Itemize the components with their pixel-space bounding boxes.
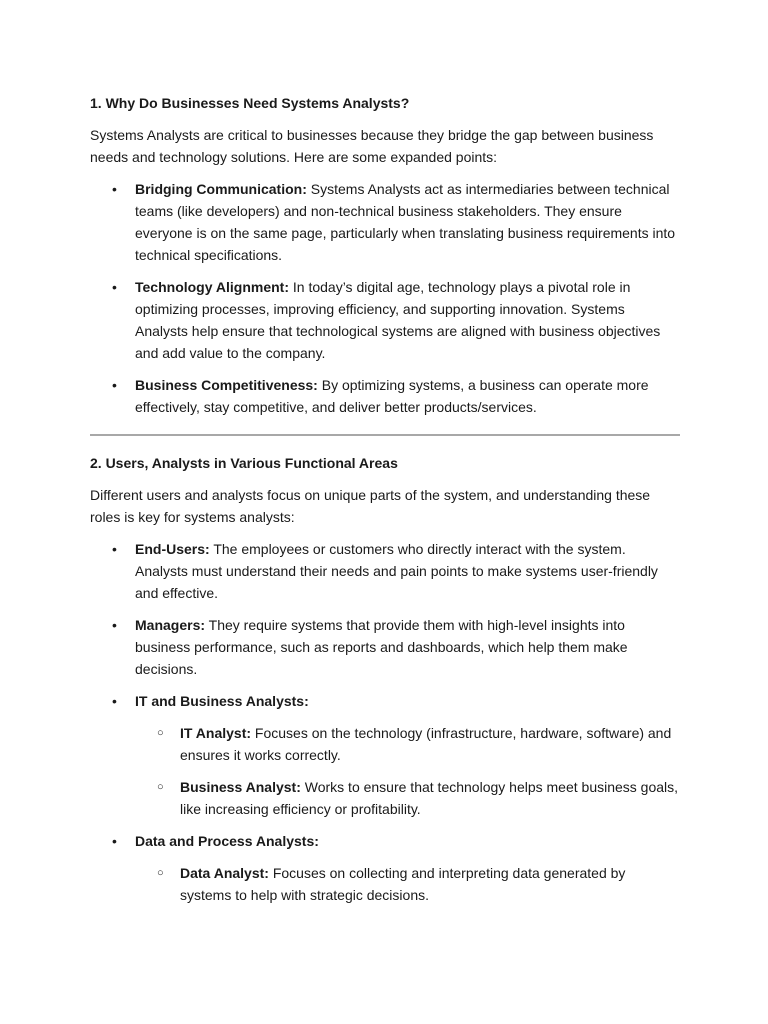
sub-list (135, 862, 680, 906)
section-2-list (90, 538, 680, 906)
circle-bullet-icon: ○ (157, 867, 164, 879)
item-text: Systems Analysts act as intermediaries between technical teams (like developers) and non-technical business stakeholders. They ensure everyone is on the same page, particularly when translating business requirements into technical specifications. (135, 181, 676, 263)
section-1-heading: 1. Why Do Businesses Need Systems Analysts? (90, 95, 410, 111)
bullet-icon: • (112, 617, 117, 633)
item-text: Focuses on the technology (infrastructure, hardware, software) and ensures it works correctly. (180, 725, 672, 763)
bullet-icon: • (112, 377, 117, 393)
item-term: Data Analyst: (180, 865, 269, 881)
document-body (90, 92, 680, 916)
item-term: End-Users: (135, 541, 210, 557)
list-item (90, 690, 680, 820)
item-term: Business Competitiveness: (135, 377, 318, 393)
item-term: Data and Process Analysts: (135, 833, 319, 849)
section-2-heading: 2. Users, Analysts in Various Functional Areas (90, 455, 398, 471)
sub-list-item (135, 862, 680, 906)
item-text: They require systems that provide them with high-level insights into business performance, such as reports and dashboards, which help them make decisions. (135, 617, 628, 677)
bullet-icon: • (112, 279, 117, 295)
item-text: The employees or customers who directly interact with the system. Analysts must understand their needs and pain points to make systems user-friendly and effective. (135, 541, 658, 601)
item-term: IT Analyst: (180, 725, 252, 741)
circle-bullet-icon: ○ (157, 781, 164, 793)
list-item (90, 374, 680, 418)
bullet-icon: • (112, 541, 117, 557)
list-item (90, 614, 680, 680)
section-divider (90, 434, 680, 436)
bullet-icon: • (112, 693, 117, 709)
section-2-intro: Different users and analysts focus on unique parts of the system, and understanding these roles is key for systems analysts: (90, 487, 651, 525)
item-term: Technology Alignment: (135, 279, 289, 295)
list-item (90, 178, 680, 266)
section-1-intro: Systems Analysts are critical to businesses because they bridge the gap between business needs and technology solutions. Here are some expanded points: (90, 127, 654, 165)
list-item (90, 276, 680, 364)
list-item (90, 538, 680, 604)
item-term: IT and Business Analysts: (135, 693, 309, 709)
item-term: Bridging Communication: (135, 181, 307, 197)
section-1-list (90, 178, 680, 418)
sub-list-item (135, 776, 680, 820)
sub-list-item (135, 722, 680, 766)
bullet-icon: • (112, 181, 117, 197)
item-text: Focuses on collecting and interpreting data generated by systems to help with strategic decisions. (180, 865, 626, 903)
item-term: Business Analyst: (180, 779, 301, 795)
bullet-icon: • (112, 833, 117, 849)
item-text: Works to ensure that technology helps meet business goals, like increasing efficiency or profitability. (180, 779, 679, 817)
item-text: In today’s digital age, technology plays a pivotal role in optimizing processes, improving efficiency, and supporting innovation. Systems Analysts help ensure that technological systems are aligned with business objectives and add value to the company. (135, 279, 661, 361)
list-item (90, 830, 680, 906)
item-text: By optimizing systems, a business can operate more effectively, stay competitive, and deliver better products/services. (135, 377, 649, 415)
circle-bullet-icon: ○ (157, 727, 164, 739)
sub-list (135, 722, 680, 820)
item-term: Managers: (135, 617, 206, 633)
